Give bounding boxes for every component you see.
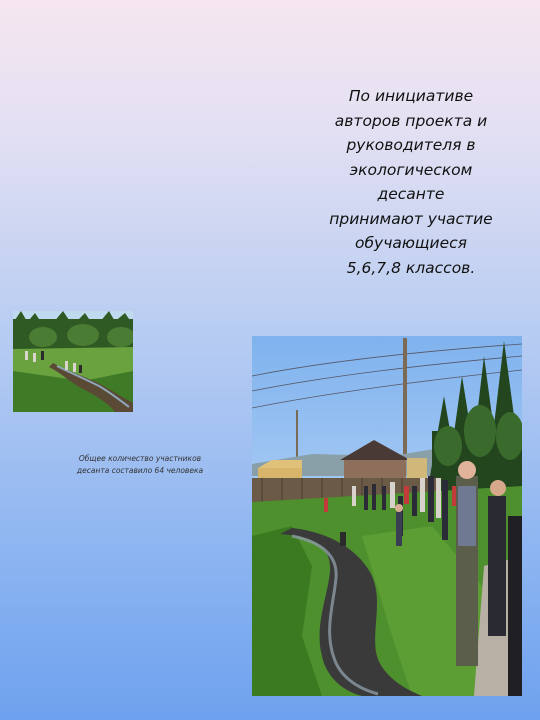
initiative-text-line-3: руководителя в (346, 136, 476, 154)
participants-caption (40, 453, 240, 477)
initiative-text-line-1: По инициативе (348, 87, 474, 105)
caption-line-2: десанта составило 64 человека (76, 466, 204, 475)
initiative-text-line-7: обучающиеся (355, 234, 467, 252)
initiative-text-line-5: десанте (377, 185, 445, 203)
initiative-text-line-8: 5,6,7,8 классов. (346, 258, 476, 277)
initiative-text-block (300, 84, 522, 280)
initiative-text-line-4: экологическом (349, 160, 473, 179)
eco-landing-group-photo (252, 336, 522, 696)
initiative-text-line-2: авторов проекта и (334, 111, 488, 130)
stream-meadow-photo (13, 311, 133, 412)
initiative-text-line-6: принимают участие (329, 209, 493, 228)
caption-line-1: Общее количество участников (78, 454, 202, 463)
